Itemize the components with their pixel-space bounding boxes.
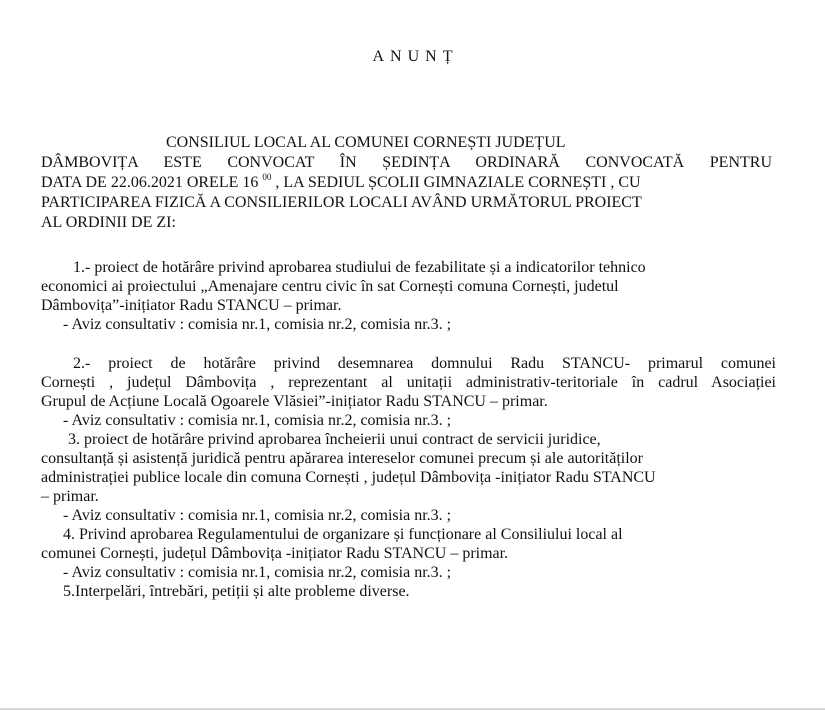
agenda-item-line: Grupul de Acțiune Locală Ogoarele Vlăsiei”-inițiator Radu STANCU – primar. — [41, 393, 548, 410]
agenda-item-aviz: - Aviz consultativ : comisia nr.1, comisia nr.2, comisia nr.3. ; — [63, 412, 452, 429]
document-title: ANUNȚ — [372, 48, 459, 65]
header-date-text: DATA DE 22.06.2021 ORELE 16 — [41, 174, 259, 191]
header-location-text: , LA SEDIUL ȘCOLII GIMNAZIALE CORNEȘTI , CU — [271, 174, 641, 191]
header-line: AL ORDINII DE ZI: — [41, 214, 176, 231]
header-time-minutes: 00 — [262, 172, 272, 182]
agenda-item-1 — [41, 258, 776, 334]
header-line-date — [41, 173, 772, 193]
agenda-item-4 — [41, 525, 776, 582]
header-line: PARTICIPAREA FIZICĂ A CONSILIERILOR LOCALI AVÂND URMĂTORUL PROIECT — [41, 194, 642, 211]
agenda-item-aviz: - Aviz consultativ : comisia nr.1, comisia nr.2, comisia nr.3. ; — [63, 507, 452, 524]
agenda-item-2 — [41, 354, 776, 430]
agenda-item-5 — [41, 582, 776, 601]
header-line: CONSILIUL LOCAL AL COMUNEI CORNEȘTI JUDEȚUL — [166, 134, 566, 151]
agenda-list — [41, 258, 776, 601]
agenda-item-line: 1.- proiect de hotărâre privind aprobarea studiului de fezabilitate și a indicatorilor tehnico — [73, 259, 646, 276]
agenda-item-line: consultanță și asistență juridică pentru apărarea intereselor comunei precum și ale autorităților — [41, 450, 643, 467]
agenda-item-aviz: - Aviz consultativ : comisia nr.1, comisia nr.2, comisia nr.3. ; — [63, 564, 452, 581]
agenda-item-line: administrației publice locale din comuna Cornești , județul Dâmbovița -inițiator Radu STANCU — [41, 469, 656, 486]
page-bottom-divider — [0, 708, 825, 710]
agenda-item-line: 2.- proiect de hotărâre privind desemnarea domnului Radu STANCU- primarul comunei — [73, 355, 776, 372]
spacer — [41, 334, 776, 354]
agenda-item-line: Cornești , județul Dâmbovița , reprezentant al unitații administrativ-teritoriale în cadrul Asociației — [41, 374, 776, 391]
agenda-item-3 — [41, 430, 776, 525]
agenda-item-line: 5.Interpelări, întrebări, petiții și alte probleme diverse. — [63, 583, 410, 600]
agenda-item-line: comunei Cornești, județul Dâmbovița -inițiator Radu STANCU – primar. — [41, 545, 509, 562]
agenda-item-aviz: - Aviz consultativ : comisia nr.1, comisia nr.2, comisia nr.3. ; — [63, 316, 452, 333]
agenda-item-line: economici ai proiectului „Amenajare centru civic în sat Cornești comuna Cornești, judetul — [41, 278, 619, 295]
agenda-item-line: – primar. — [41, 488, 99, 505]
header-line: DÂMBOVIȚA ESTE CONVOCAT ÎN ȘEDINȚA ORDINARĂ CONVOCATĂ PENTRU — [41, 154, 772, 171]
agenda-item-line: 4. Privind aprobarea Regulamentului de organizare și funcționare al Consiliului local al — [63, 526, 623, 543]
agenda-item-line: 3. proiect de hotărâre privind aprobarea încheierii unui contract de servicii juridice, — [68, 431, 601, 448]
agenda-item-line: Dâmbovița”-inițiator Radu STANCU – primar. — [41, 297, 342, 314]
convocation-header — [41, 133, 772, 233]
